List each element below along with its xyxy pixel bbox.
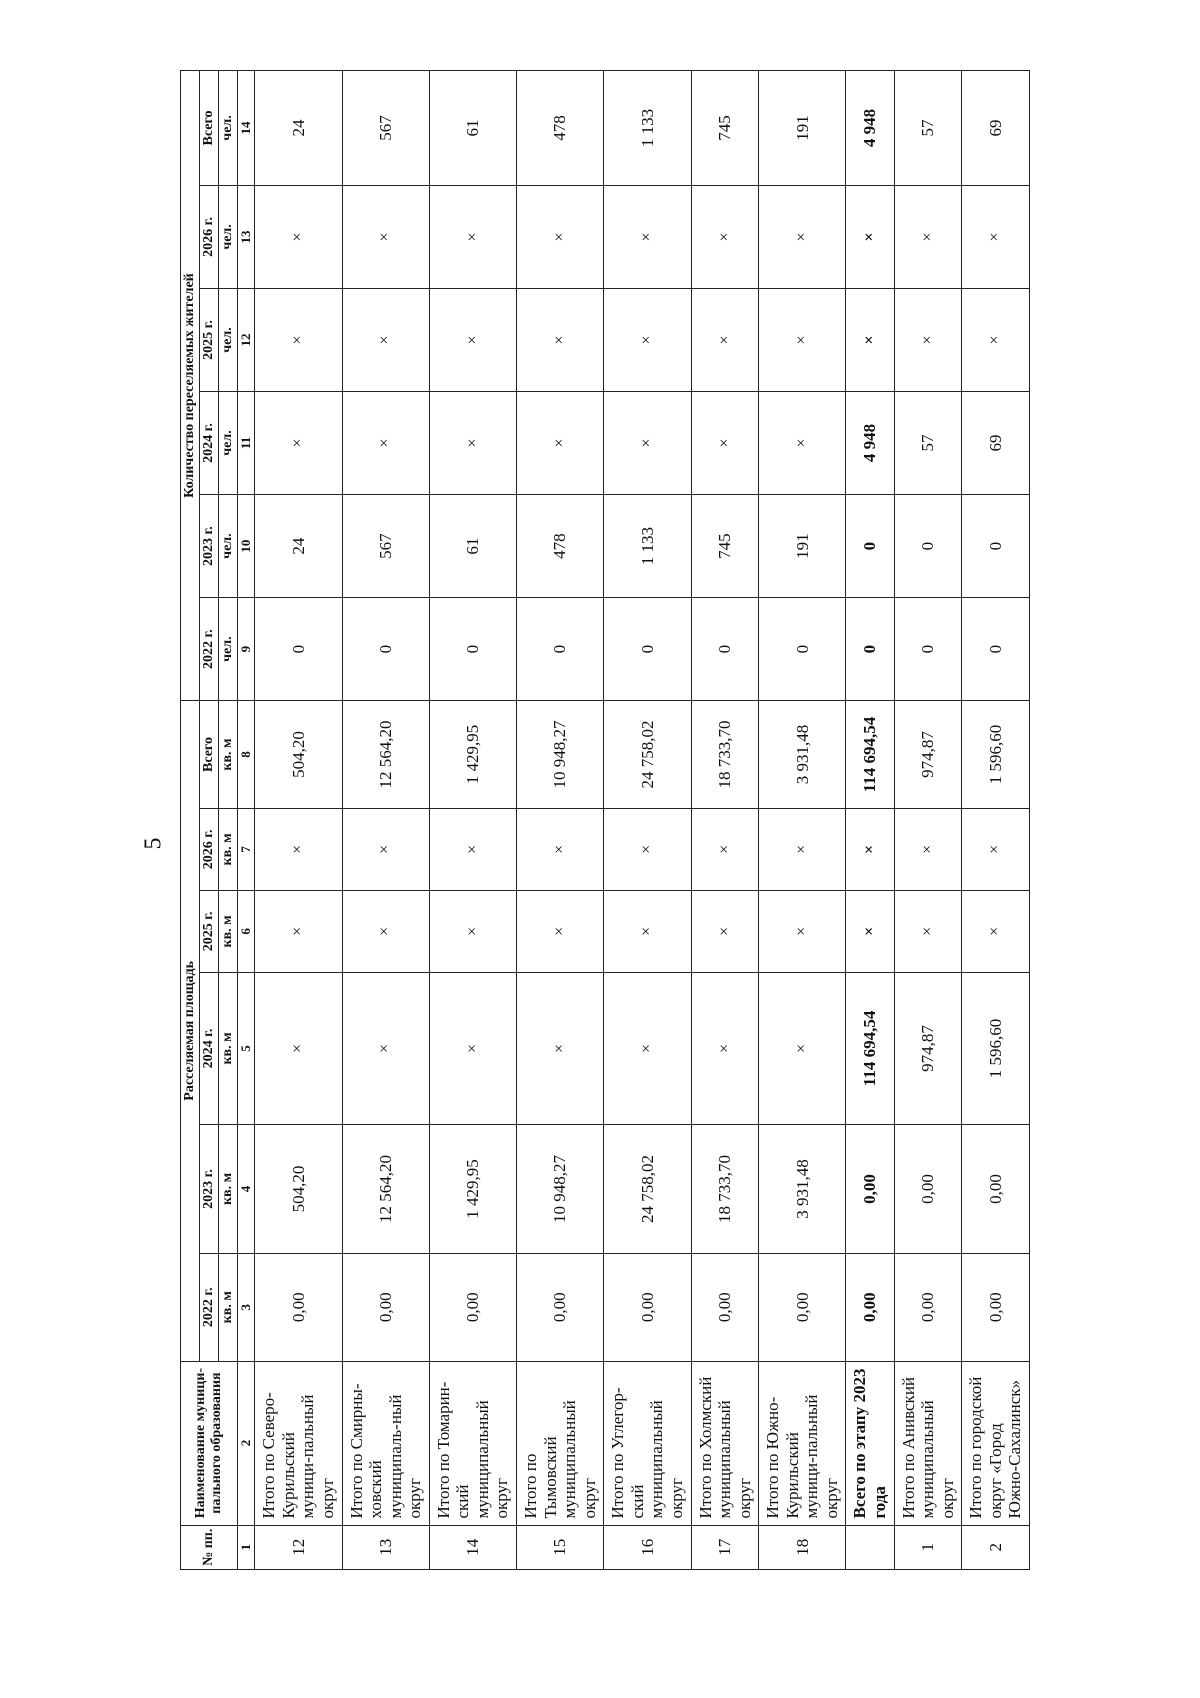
- cell-p2022: 0: [342, 598, 429, 701]
- cell-p2026: ×: [894, 185, 962, 288]
- table-row: [429, 71, 516, 1570]
- cell-p2023: 745: [691, 495, 759, 598]
- cell-p2025: ×: [255, 288, 342, 391]
- cell-a2022: 0,00: [759, 1253, 846, 1361]
- cell-a2026: ×: [846, 808, 894, 890]
- header-people-year: 2025 г.: [200, 288, 219, 391]
- rotated-table-container: [180, 70, 1030, 1570]
- cell-p2022: 0: [691, 598, 759, 701]
- table-row: [962, 71, 1030, 1570]
- cell-a2025: ×: [517, 890, 604, 972]
- cell-a2026: ×: [691, 808, 759, 890]
- cell-a2023: 0,00: [962, 1125, 1030, 1254]
- cell-a2023: 1 429,95: [429, 1125, 516, 1254]
- cell-a2025: ×: [691, 890, 759, 972]
- cell-ptotal: 24: [255, 71, 342, 186]
- column-index: 8: [238, 701, 255, 809]
- header-unit-row: [219, 71, 238, 1570]
- cell-a2025: ×: [604, 890, 691, 972]
- table-row: [517, 71, 604, 1570]
- cell-a2024: ×: [604, 972, 691, 1124]
- cell-a2024: ×: [691, 972, 759, 1124]
- cell-no: 18: [759, 1525, 846, 1569]
- cell-a2023: 3 931,48: [759, 1125, 846, 1254]
- cell-a2023: 504,20: [255, 1125, 342, 1254]
- table-row: [759, 71, 846, 1570]
- cell-p2022: 0: [255, 598, 342, 701]
- header-area-unit: кв. м: [219, 808, 238, 890]
- cell-a2023: 24 758,02: [604, 1125, 691, 1254]
- cell-p2024: ×: [342, 392, 429, 495]
- cell-p2025: ×: [759, 288, 846, 391]
- cell-atotal: 1 596,60: [962, 701, 1030, 809]
- column-index: 10: [238, 495, 255, 598]
- header-people-year: Всего: [200, 71, 219, 186]
- cell-ptotal: 57: [894, 71, 962, 186]
- cell-no: 17: [691, 1525, 759, 1569]
- cell-atotal: 3 931,48: [759, 701, 846, 809]
- resettlement-table: [180, 70, 1030, 1570]
- cell-a2022: 0,00: [894, 1253, 962, 1361]
- column-index: 9: [238, 598, 255, 701]
- cell-no: [846, 1525, 894, 1569]
- header-area-group: Расселяемая площадь: [181, 701, 200, 1361]
- cell-a2023: 12 564,20: [342, 1125, 429, 1254]
- cell-a2026: ×: [604, 808, 691, 890]
- column-index: 5: [238, 972, 255, 1124]
- column-index: 2: [238, 1361, 255, 1525]
- header-year-row: [200, 71, 219, 1570]
- column-index: 13: [238, 185, 255, 288]
- cell-p2023: 0: [894, 495, 962, 598]
- header-no: № пп.: [181, 1525, 238, 1569]
- cell-atotal: 10 948,27: [517, 701, 604, 809]
- cell-a2025: ×: [894, 890, 962, 972]
- cell-p2025: ×: [691, 288, 759, 391]
- cell-p2026: ×: [604, 185, 691, 288]
- header-row-1: [181, 71, 200, 1570]
- cell-no: 12: [255, 1525, 342, 1569]
- cell-name: Итого по Тымовский муниципальный округ: [517, 1361, 604, 1525]
- cell-a2024: ×: [342, 972, 429, 1124]
- cell-a2023: 0,00: [894, 1125, 962, 1254]
- cell-name: Итого по Смирны-ховский муниципаль-ный округ: [342, 1361, 429, 1525]
- header-people-unit: чел.: [219, 288, 238, 391]
- cell-a2023: 0,00: [846, 1125, 894, 1254]
- column-index: 12: [238, 288, 255, 391]
- cell-ptotal: 567: [342, 71, 429, 186]
- cell-atotal: 114 694,54: [846, 701, 894, 809]
- header-people-year: 2022 г.: [200, 598, 219, 701]
- cell-p2023: 0: [962, 495, 1030, 598]
- cell-ptotal: 191: [759, 71, 846, 186]
- cell-a2022: 0,00: [255, 1253, 342, 1361]
- cell-a2026: ×: [255, 808, 342, 890]
- header-people-unit: чел.: [219, 392, 238, 495]
- cell-p2023: 478: [517, 495, 604, 598]
- cell-p2023: 191: [759, 495, 846, 598]
- header-area-year: 2023 г.: [200, 1125, 219, 1254]
- cell-ptotal: 745: [691, 71, 759, 186]
- cell-a2022: 0,00: [691, 1253, 759, 1361]
- cell-p2023: 0: [846, 495, 894, 598]
- cell-a2026: ×: [759, 808, 846, 890]
- header-area-year: 2024 г.: [200, 972, 219, 1124]
- header-area-unit: кв. м: [219, 972, 238, 1124]
- header-people-unit: чел.: [219, 71, 238, 186]
- cell-p2025: ×: [429, 288, 516, 391]
- column-index: 11: [238, 392, 255, 495]
- cell-a2024: ×: [517, 972, 604, 1124]
- cell-name: Итого по Северо-Курильский муници-пальный округ: [255, 1361, 342, 1525]
- column-index: 6: [238, 890, 255, 972]
- cell-ptotal: 4 948: [846, 71, 894, 186]
- cell-p2024: ×: [429, 392, 516, 495]
- cell-a2026: ×: [517, 808, 604, 890]
- cell-ptotal: 61: [429, 71, 516, 186]
- header-name: Наименование муници-пального образования: [181, 1361, 238, 1525]
- header-area-unit: кв. м: [219, 890, 238, 972]
- cell-p2026: ×: [691, 185, 759, 288]
- cell-atotal: 1 429,95: [429, 701, 516, 809]
- cell-name: Итого по Углегор-ский муниципальный округ: [604, 1361, 691, 1525]
- cell-p2026: ×: [759, 185, 846, 288]
- cell-p2024: ×: [691, 392, 759, 495]
- cell-p2023: 1 133: [604, 495, 691, 598]
- cell-ptotal: 1 133: [604, 71, 691, 186]
- cell-a2024: 974,87: [894, 972, 962, 1124]
- cell-a2022: 0,00: [846, 1253, 894, 1361]
- cell-a2024: ×: [255, 972, 342, 1124]
- table-row: [342, 71, 429, 1570]
- cell-a2025: ×: [846, 890, 894, 972]
- header-people-unit: чел.: [219, 185, 238, 288]
- table-row: [255, 71, 342, 1570]
- cell-ptotal: 478: [517, 71, 604, 186]
- cell-p2026: ×: [429, 185, 516, 288]
- cell-p2025: ×: [604, 288, 691, 391]
- cell-p2022: 0: [846, 598, 894, 701]
- cell-p2022: 0: [759, 598, 846, 701]
- cell-p2022: 0: [604, 598, 691, 701]
- cell-p2026: ×: [255, 185, 342, 288]
- cell-name: Итого по Южно-Курильский муници-пальный округ: [759, 1361, 846, 1525]
- cell-p2022: 0: [894, 598, 962, 701]
- cell-p2024: 57: [894, 392, 962, 495]
- cell-a2026: ×: [894, 808, 962, 890]
- cell-p2024: 4 948: [846, 392, 894, 495]
- cell-no: 2: [962, 1525, 1030, 1569]
- cell-a2026: ×: [429, 808, 516, 890]
- column-index: 7: [238, 808, 255, 890]
- cell-a2022: 0,00: [962, 1253, 1030, 1361]
- cell-atotal: 974,87: [894, 701, 962, 809]
- header-people-unit: чел.: [219, 495, 238, 598]
- cell-a2025: ×: [759, 890, 846, 972]
- header-index-row: [238, 71, 255, 1570]
- cell-atotal: 504,20: [255, 701, 342, 809]
- cell-a2022: 0,00: [342, 1253, 429, 1361]
- cell-name: Итого по городской округ «Город Южно-Сахалинск»: [962, 1361, 1030, 1525]
- cell-a2024: ×: [429, 972, 516, 1124]
- header-people-unit: чел.: [219, 598, 238, 701]
- cell-a2026: ×: [962, 808, 1030, 890]
- cell-p2025: ×: [517, 288, 604, 391]
- cell-p2024: ×: [759, 392, 846, 495]
- cell-atotal: 24 758,02: [604, 701, 691, 809]
- cell-p2024: ×: [604, 392, 691, 495]
- cell-ptotal: 69: [962, 71, 1030, 186]
- cell-p2023: 567: [342, 495, 429, 598]
- cell-p2026: ×: [846, 185, 894, 288]
- cell-p2022: 0: [962, 598, 1030, 701]
- header-area-unit: кв. м: [219, 701, 238, 809]
- column-index: 4: [238, 1125, 255, 1254]
- cell-p2024: ×: [517, 392, 604, 495]
- cell-no: 16: [604, 1525, 691, 1569]
- cell-no: 14: [429, 1525, 516, 1569]
- table-row: [846, 71, 894, 1570]
- cell-p2024: ×: [255, 392, 342, 495]
- cell-p2022: 0: [429, 598, 516, 701]
- cell-name: Итого по Анивский муниципальный округ: [894, 1361, 962, 1525]
- cell-p2025: ×: [894, 288, 962, 391]
- cell-p2025: ×: [962, 288, 1030, 391]
- header-area-year: 2022 г.: [200, 1253, 219, 1361]
- cell-a2026: ×: [342, 808, 429, 890]
- header-people-year: 2024 г.: [200, 392, 219, 495]
- cell-p2026: ×: [517, 185, 604, 288]
- header-area-unit: кв. м: [219, 1125, 238, 1254]
- cell-a2025: ×: [255, 890, 342, 972]
- cell-a2024: 114 694,54: [846, 972, 894, 1124]
- cell-name: Итого по Томарин-ский муниципальный округ: [429, 1361, 516, 1525]
- cell-p2026: ×: [962, 185, 1030, 288]
- cell-p2022: 0: [517, 598, 604, 701]
- cell-p2023: 61: [429, 495, 516, 598]
- page-number: 5: [140, 837, 167, 850]
- cell-a2022: 0,00: [517, 1253, 604, 1361]
- cell-a2022: 0,00: [604, 1253, 691, 1361]
- cell-a2022: 0,00: [429, 1253, 516, 1361]
- cell-no: 1: [894, 1525, 962, 1569]
- column-index: 14: [238, 71, 255, 186]
- cell-a2024: 1 596,60: [962, 972, 1030, 1124]
- cell-a2023: 18 733,70: [691, 1125, 759, 1254]
- cell-p2025: ×: [846, 288, 894, 391]
- table-row: [894, 71, 962, 1570]
- cell-a2025: ×: [342, 890, 429, 972]
- cell-atotal: 12 564,20: [342, 701, 429, 809]
- header-area-year: Всего: [200, 701, 219, 809]
- cell-p2024: 69: [962, 392, 1030, 495]
- cell-a2025: ×: [429, 890, 516, 972]
- header-people-year: 2023 г.: [200, 495, 219, 598]
- cell-name: Всего по этапу 2023 года: [846, 1361, 894, 1525]
- header-area-year: 2026 г.: [200, 808, 219, 890]
- cell-a2023: 10 948,27: [517, 1125, 604, 1254]
- cell-no: 15: [517, 1525, 604, 1569]
- cell-a2024: ×: [759, 972, 846, 1124]
- column-index: 1: [238, 1525, 255, 1569]
- cell-no: 13: [342, 1525, 429, 1569]
- table-body: [255, 71, 1030, 1570]
- cell-p2023: 24: [255, 495, 342, 598]
- cell-name: Итого по Холмский муниципальный округ: [691, 1361, 759, 1525]
- column-index: 3: [238, 1253, 255, 1361]
- cell-p2025: ×: [342, 288, 429, 391]
- cell-a2025: ×: [962, 890, 1030, 972]
- table-row: [604, 71, 691, 1570]
- table-row: [691, 71, 759, 1570]
- header-people-group: Количество переселяемых жителей: [181, 71, 200, 701]
- header-area-year: 2025 г.: [200, 890, 219, 972]
- cell-atotal: 18 733,70: [691, 701, 759, 809]
- cell-p2026: ×: [342, 185, 429, 288]
- header-area-unit: кв. м: [219, 1253, 238, 1361]
- header-people-year: 2026 г.: [200, 185, 219, 288]
